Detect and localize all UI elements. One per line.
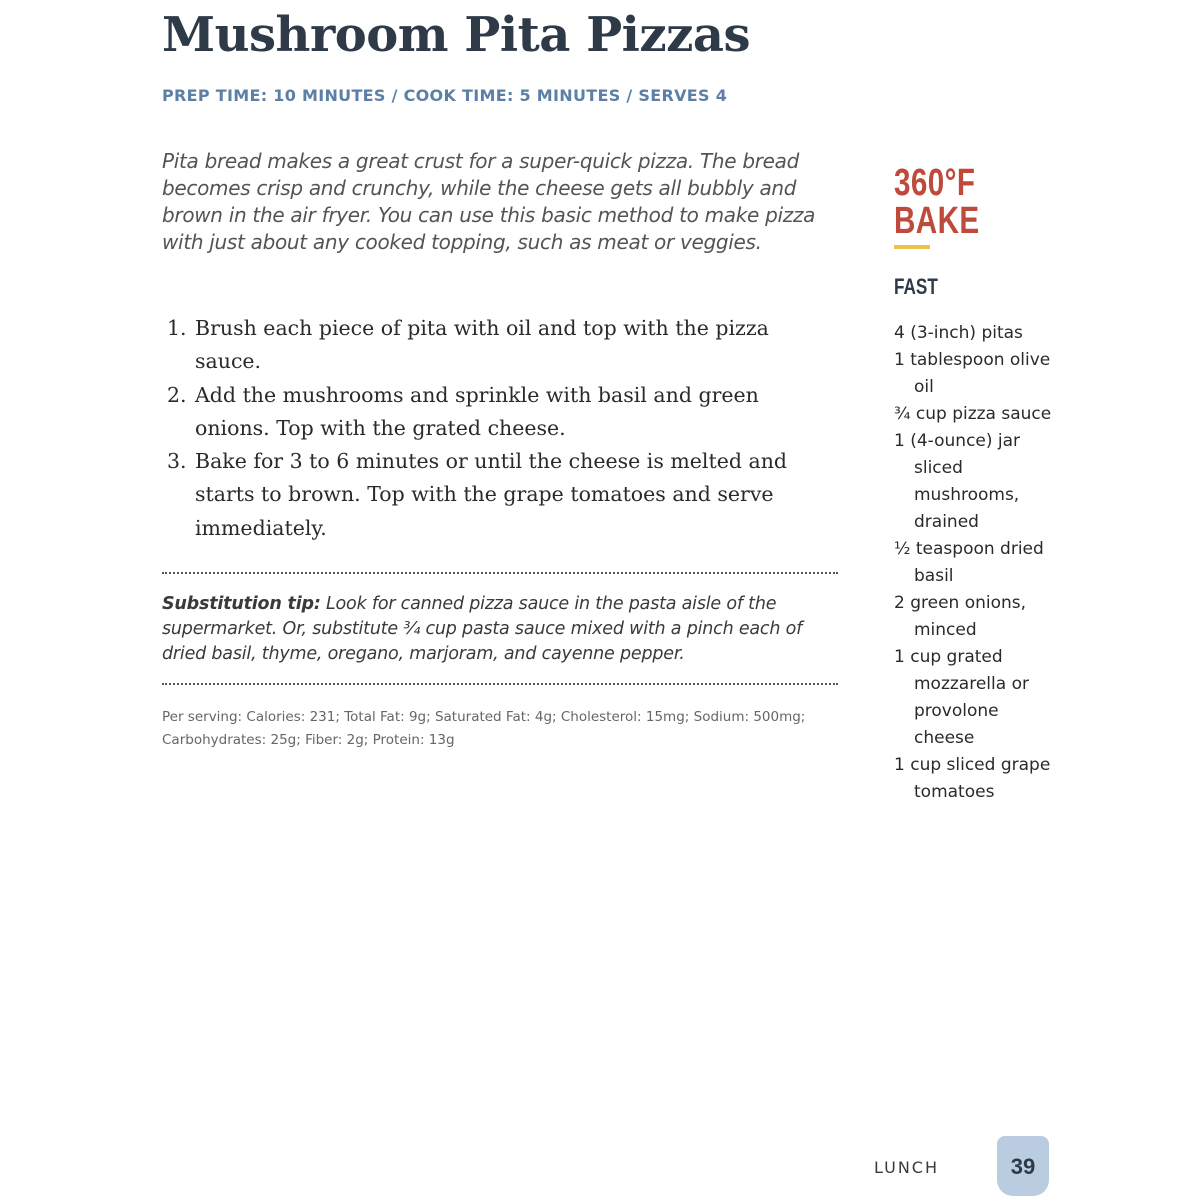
ingredient-item: ½ teaspoon dried basil bbox=[894, 539, 1044, 586]
recipe-intro: Pita bread makes a great crust for a super-quick pizza. The bread becomes crisp and crunchy, while the cheese gets all bubbly and brown in the air fryer. You can use this basic method to make pizza with just about any cooked topping, such as meat or veggies. bbox=[162, 149, 816, 254]
ingredient-item: ¾ cup pizza sauce bbox=[894, 404, 1052, 424]
step-text: Add the mushrooms and sprinkle with basil and green onions. Top with the grated cheese. bbox=[195, 382, 759, 440]
step-number: 1. bbox=[167, 316, 187, 340]
step-number: 3. bbox=[167, 449, 187, 474]
dotted-divider-top bbox=[162, 572, 838, 574]
accent-bar bbox=[894, 245, 930, 249]
ingredients-list bbox=[894, 320, 1054, 806]
step-text: Bake for 3 to 6 minutes or until the cheese is melted and starts to brown. Top with the grape tomatoes and serve immediately. bbox=[195, 449, 788, 540]
dotted-divider-bottom bbox=[162, 683, 838, 685]
page-number: 39 bbox=[1010, 1154, 1036, 1179]
substitution-tip bbox=[162, 592, 842, 667]
temperature-label: 360°F bbox=[894, 162, 976, 204]
tip-text: Look for canned pizza sauce in the pasta aisle of the supermarket. Or, substitute ¾ cup pasta sauce mixed with a pinch each of dried basil, thyme, oregano, marjoram, and cayenne pepper. bbox=[162, 594, 803, 664]
tip-label: Substitution tip: bbox=[162, 594, 321, 614]
ingredient-item: 1 cup sliced grape tomatoes bbox=[894, 755, 1051, 802]
recipe-meta: PREP TIME: 10 MINUTES / COOK TIME: 5 MINUTES / SERVES 4 bbox=[162, 86, 728, 105]
ingredient-item: 4 (3-inch) pitas bbox=[894, 323, 1023, 343]
recipe-title: Mushroom Pita Pizzas bbox=[162, 7, 751, 63]
step-item bbox=[162, 445, 802, 545]
ingredient-item: 1 (4-ounce) jar sliced mushrooms, drained bbox=[894, 431, 1021, 532]
speed-tag: FAST bbox=[894, 274, 938, 299]
ingredient-item: 1 cup grated mozzarella or provolone cheese bbox=[894, 647, 1029, 748]
step-item bbox=[162, 379, 802, 446]
step-number: 2. bbox=[167, 382, 187, 407]
recipe-steps bbox=[162, 312, 802, 545]
nutrition-info: Per serving: Calories: 231; Total Fat: 9g; Saturated Fat: 4g; Cholesterol: 15mg; Sodium: 500mg; Carbohydrates: 25g; Fiber: 2g; Protein: 13g bbox=[162, 709, 806, 748]
page-number-tab bbox=[997, 1136, 1049, 1196]
step-item bbox=[162, 312, 802, 379]
ingredient-item: 1 tablespoon olive oil bbox=[894, 350, 1051, 397]
section-label: LUNCH bbox=[874, 1158, 939, 1177]
method-label: BAKE bbox=[894, 200, 980, 242]
step-text: Brush each piece of pita with oil and top with the pizza sauce. bbox=[195, 316, 769, 374]
cooking-method bbox=[894, 164, 980, 240]
ingredient-item: 2 green onions, minced bbox=[894, 593, 1027, 640]
